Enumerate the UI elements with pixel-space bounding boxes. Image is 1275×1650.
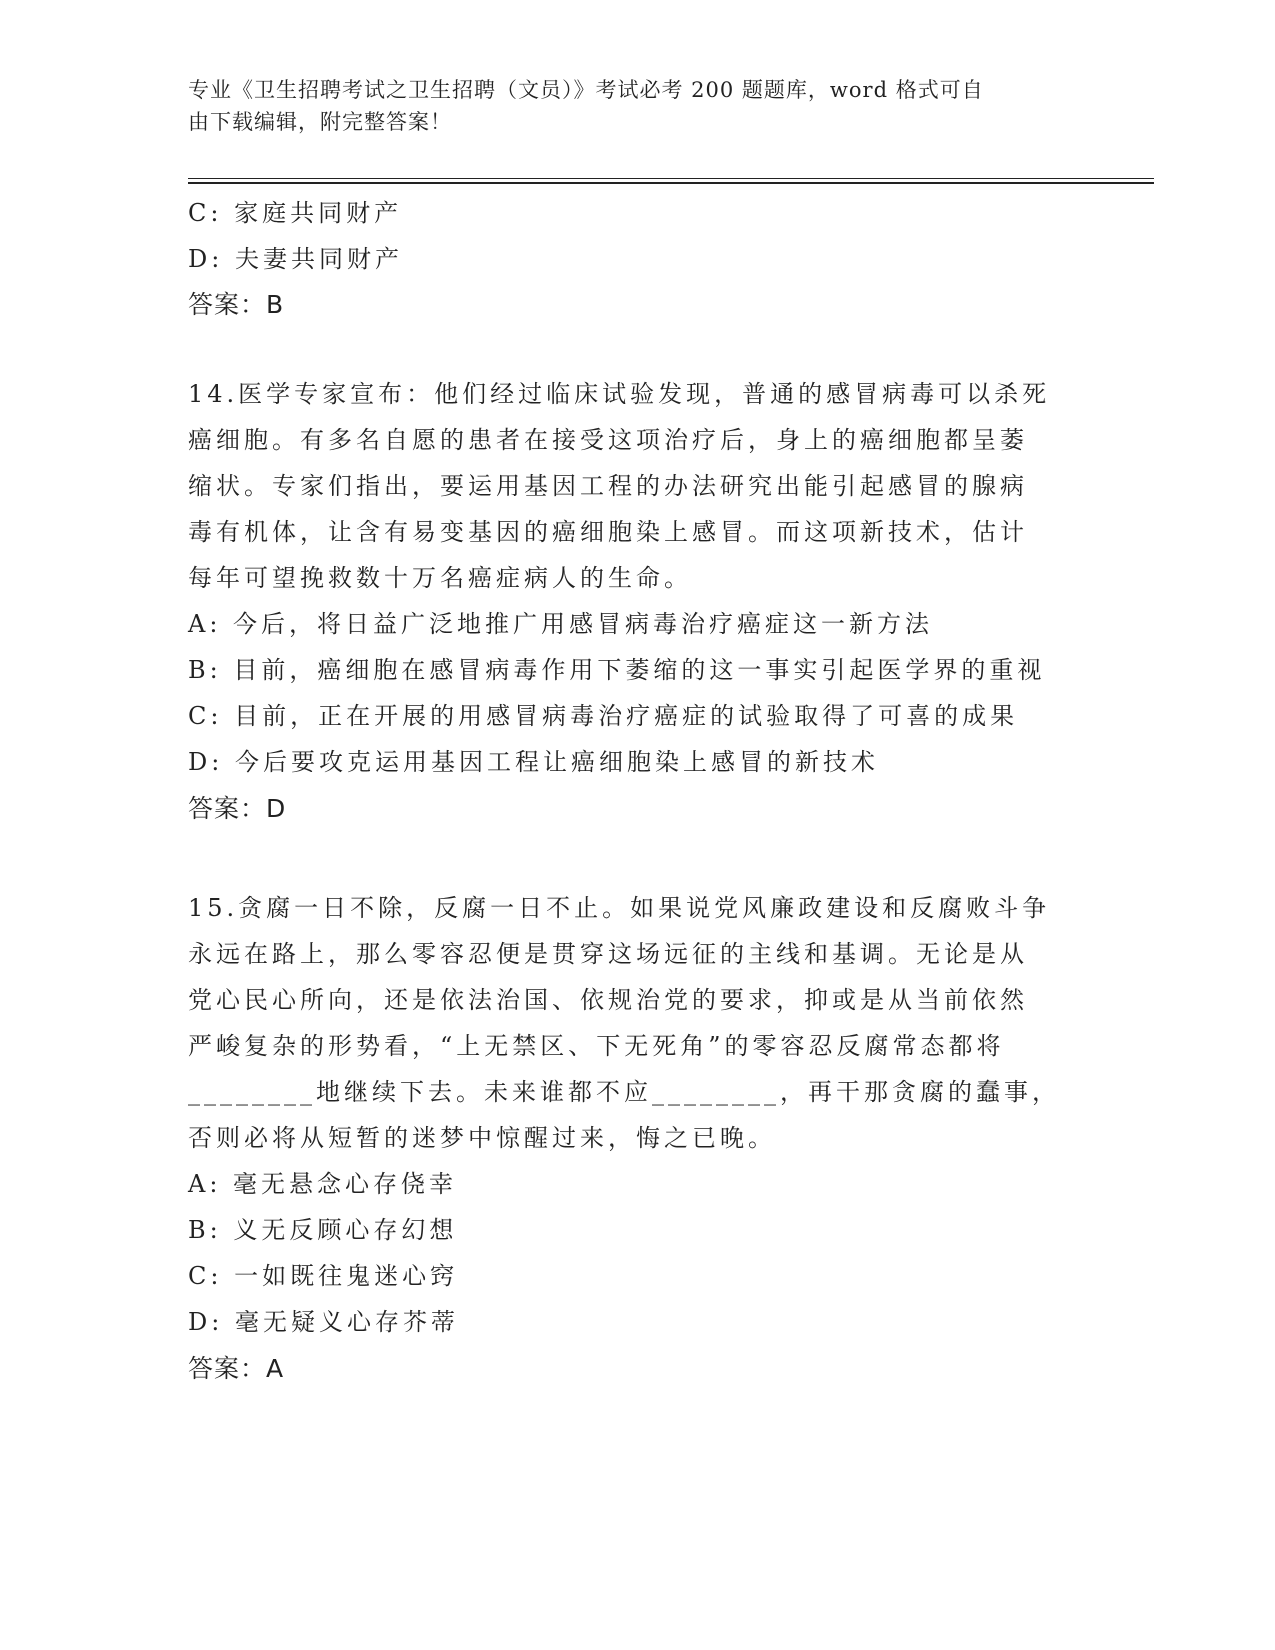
q14-option-d: D: 今后要攻克运用基因工程让癌细胞染上感冒的新技术 xyxy=(188,748,879,776)
q14-option-a: A: 今后，将日益广泛地推广用感冒病毒治疗癌症这一新方法 xyxy=(188,610,934,638)
q14-option-c: C: 目前，正在开展的用感冒病毒治疗癌症的试验取得了可喜的成果 xyxy=(188,702,1019,730)
spacer xyxy=(188,832,1088,886)
document-header xyxy=(188,74,1088,138)
q14-text-line: 每年可望挽救数十万名癌症病人的生命。 xyxy=(188,564,692,592)
q15-text-line: 否则必将从短暂的迷梦中惊醒过来，悔之已晚。 xyxy=(188,1124,776,1152)
header-rule-thick xyxy=(188,182,1154,184)
q15-text-line: 15.贪腐一日不除，反腐一日不止。如果说党风廉政建设和反腐败斗争 xyxy=(188,894,1051,922)
q15-text-line: 严峻复杂的形势看，“上无禁区、下无死角”的零容忍反腐常态都将 xyxy=(188,1032,1005,1060)
q14-text-line: 癌细胞。有多名自愿的患者在接受这项治疗后，身上的癌细胞都呈萎 xyxy=(188,426,1028,454)
q15-option-a: A: 毫无悬念心存侥幸 xyxy=(188,1170,458,1198)
q15-option-c: C: 一如既往鬼迷心窍 xyxy=(188,1262,459,1290)
q14-text-line: 14.医学专家宣布：他们经过临床试验发现，普通的感冒病毒可以杀死 xyxy=(188,380,1051,408)
header-line-2: 由下载编辑，附完整答案！ xyxy=(188,110,452,134)
q15-option-d: D: 毫无疑义心存芥蒂 xyxy=(188,1308,459,1336)
q15-option-b: B: 义无反顾心存幻想 xyxy=(188,1216,458,1244)
q15-answer: 答案：A xyxy=(188,1354,285,1383)
spacer xyxy=(188,328,1088,372)
q15-text-line: 永远在路上，那么零容忍便是贯穿这场远征的主线和基调。无论是从 xyxy=(188,940,1028,968)
q13-option-c: C: 家庭共同财产 xyxy=(188,199,403,227)
q14-text-line: 毒有机体，让含有易变基因的癌细胞染上感冒。而这项新技术，估计 xyxy=(188,518,1028,546)
q14-answer: 答案：D xyxy=(188,794,287,823)
question-13-tail xyxy=(188,190,1088,328)
question-14 xyxy=(188,372,1088,832)
question-15 xyxy=(188,886,1088,1392)
q15-text-line: 党心民心所向，还是依法治国、依规治党的要求，抑或是从当前依然 xyxy=(188,986,1028,1014)
q15-text-line: ________地继续下去。未来谁都不应________，再干那贪腐的蠢事， xyxy=(188,1078,1060,1106)
document-body xyxy=(188,190,1088,1392)
header-rule-thin xyxy=(188,178,1154,179)
q13-answer: 答案：B xyxy=(188,290,285,319)
header-line-1: 专业《卫生招聘考试之卫生招聘（文员）》考试必考 200 题题库，word 格式可自 xyxy=(188,78,984,102)
q13-option-d: D: 夫妻共同财产 xyxy=(188,245,403,273)
q14-option-b: B: 目前，癌细胞在感冒病毒作用下萎缩的这一事实引起医学界的重视 xyxy=(188,656,1046,684)
q14-text-line: 缩状。专家们指出，要运用基因工程的办法研究出能引起感冒的腺病 xyxy=(188,472,1028,500)
